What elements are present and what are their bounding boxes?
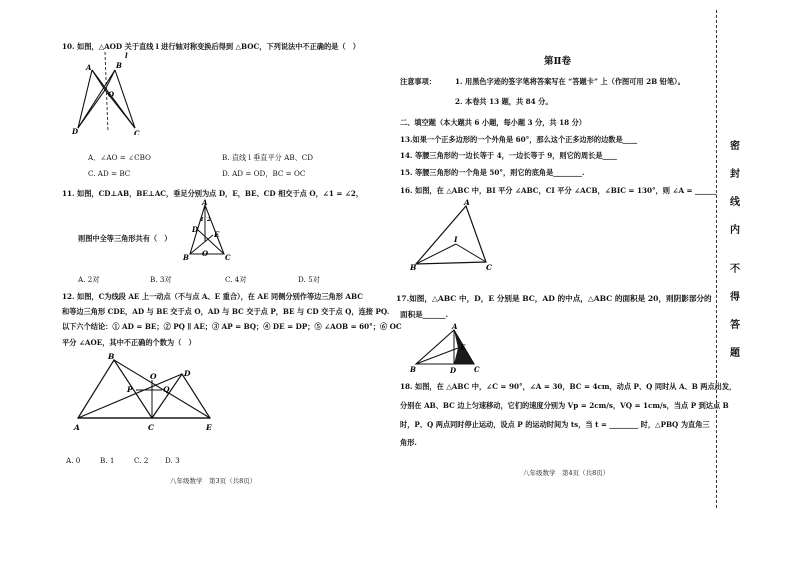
label-c: C [134,129,140,135]
label-d: D [184,369,191,378]
fill-in-section-heading: 二、填空题（本大题共 6 小题，每小题 3 分，共 18 分） [400,118,586,127]
note-2: 2. 本卷共 13 题，共 84 分。 [455,97,553,106]
label-o: O [202,249,209,258]
label-e: E [206,423,212,432]
q10-figure [70,50,150,135]
q12-line-1: 12. 如图，C为线段 AE 上一动点（不与点 A、E 重合），在 AE 同侧分别作等边三角形 ABC [62,292,363,301]
q18-line-4: 角形. [400,438,417,447]
q18-line-2: 分别在 AB、BC 边上匀速移动，它们的速度分别为 Vp = 2cm/s，VQ = 1cm/s，当点 P 到达点 B [400,401,729,410]
label-p: P [127,385,133,394]
label-b: B [116,61,122,70]
label-e: E [460,343,466,352]
q14: 14. 等腰三角形的一边长等于 4，一边长等于 9，则它的周长是____ [400,151,617,160]
q17-line-2: 面积是______. [400,310,449,319]
label-c: C [148,423,154,432]
seal-char: 封 [730,169,740,180]
label-a: A [86,63,92,72]
q11-figure [182,198,237,262]
label-b: B [410,263,417,272]
seal-char: 题 [730,348,740,359]
q13: 13.如果一个正多边形的一个外角是 60°，那么这个正多边形的边数是____ [400,135,638,144]
q12-option-d: D. 3 [165,456,180,465]
q10-option-c: C. AD = BC [88,169,131,178]
q11-option-b: B. 3对 [150,275,172,284]
label-o: O [150,372,157,381]
q11-option-d: D. 5对 [298,275,320,284]
notes-label: 注意事项： [400,77,436,86]
label-b: B [183,253,189,262]
label-q: Q [163,385,170,394]
q12-line-3: 以下六个结论：① AD = BE；② PQ ∥ AE；③ AP = BQ；④ DE = DP；⑤ ∠AOB = 60°；⑥ OC [62,322,402,331]
q12-option-b: B. 1 [100,456,115,465]
q16: 16. 如图，在 △ABC 中，BI 平分 ∠ABC，CI 平分 ∠ACB，∠BIC = 130°，则 ∠A = ______ [400,186,717,195]
segment-be [416,348,458,364]
section-title: 第Ⅱ卷 [544,56,572,67]
q17-figure [410,322,490,378]
right-page-footer: 八年级数学 第4页（共8页） [523,469,610,477]
label-a: A [464,198,470,207]
equilateral-abc [78,360,152,418]
label-e: E [214,230,220,239]
q18-line-1: 18. 如图，在 △ABC 中，∠C = 90°，∠A = 30，BC = 4cm，动点 P、Q 同时从 A、B 两点出发， [400,382,737,391]
q10-option-b: B. 直线 l 垂直平分 AB、CD [222,153,314,162]
label-l: l [125,51,128,60]
label-c: C [486,263,492,272]
angle-1: 1 [200,217,204,223]
q11-option-c: C. 4对 [225,275,247,284]
segment-bd [78,70,115,128]
label-d: D [72,127,79,135]
label-c: C [225,253,231,262]
note-1: 1. 用黑色字迹的签字笔将答案写在 “答题卡” 上（作图可用 2B 铅笔）。 [455,77,685,86]
q12-option-c: C. 2 [134,456,149,465]
label-b: B [410,365,416,374]
angle-2: 2 [207,217,211,223]
seal-char: 密 [730,141,740,152]
label-c: C [474,365,480,374]
q12-line-4: 平分 ∠AOE，其中不正确的个数为（ ） [62,338,196,347]
triangle-aod [78,70,105,128]
seal-char: 不 [730,264,740,275]
q17-line-1: 17.如图，△ABC 中，D，E 分别是 BC，AD 的中点，△ABC 的面积是 20，则阴影部分的 [396,294,712,303]
q12-figure [70,350,220,435]
label-d: D [450,366,457,375]
label-b: B [108,352,115,361]
label-d: D [192,225,199,234]
q11-question: 则图中全等三角形共有（ ） [78,234,172,243]
q10-stem: 10. 如图，△AOD 关于直线 l 进行轴对称变换后得到 △BOC，下列说法中不正确的是（ ） [62,42,360,51]
label-a: A [452,322,458,331]
q16-figure [408,198,498,272]
equilateral-cde [152,374,210,418]
seal-char: 得 [730,292,740,303]
q18-line-3: 时，P、Q 两点同时停止运动，设点 P 的运动时间为 ts，当 t = ________ 时，△PBQ 为直角三 [400,420,710,429]
label-i: I [454,235,458,244]
q11-stem: 11. 如图，CD⊥AB，BE⊥AC，垂足分别为点 D，E，BE、CD 相交于点 O，∠1 = ∠2， [62,189,364,198]
q15: 15. 等腰三角形的一个角是 50°，则它的底角是________. [400,168,585,177]
segment-ci [456,244,486,262]
q10-option-d: D. AD = OD，BC = OC [222,169,306,178]
q10-option-a: A．∠AO = ∠CBO [88,153,151,162]
q12-option-a: A. 0 [66,456,81,465]
seal-char: 内 [730,225,740,236]
label-o: O [108,90,115,99]
seal-cut-line [716,10,717,508]
segment-bi [416,244,456,264]
q12-line-2: 和等边三角形 CDE，AD 与 BE 交于点 O，AD 与 BC 交于点 P，BE 与 CD 交于点 Q，连接 PQ. [62,307,390,316]
seal-char: 答 [730,320,740,331]
seal-char: 线 [730,197,740,208]
left-page-footer: 八年级数学 第3页（共8页） [170,477,257,485]
label-a: A [202,198,208,207]
q11-option-a: A. 2对 [78,275,100,284]
label-a: A [74,423,80,432]
